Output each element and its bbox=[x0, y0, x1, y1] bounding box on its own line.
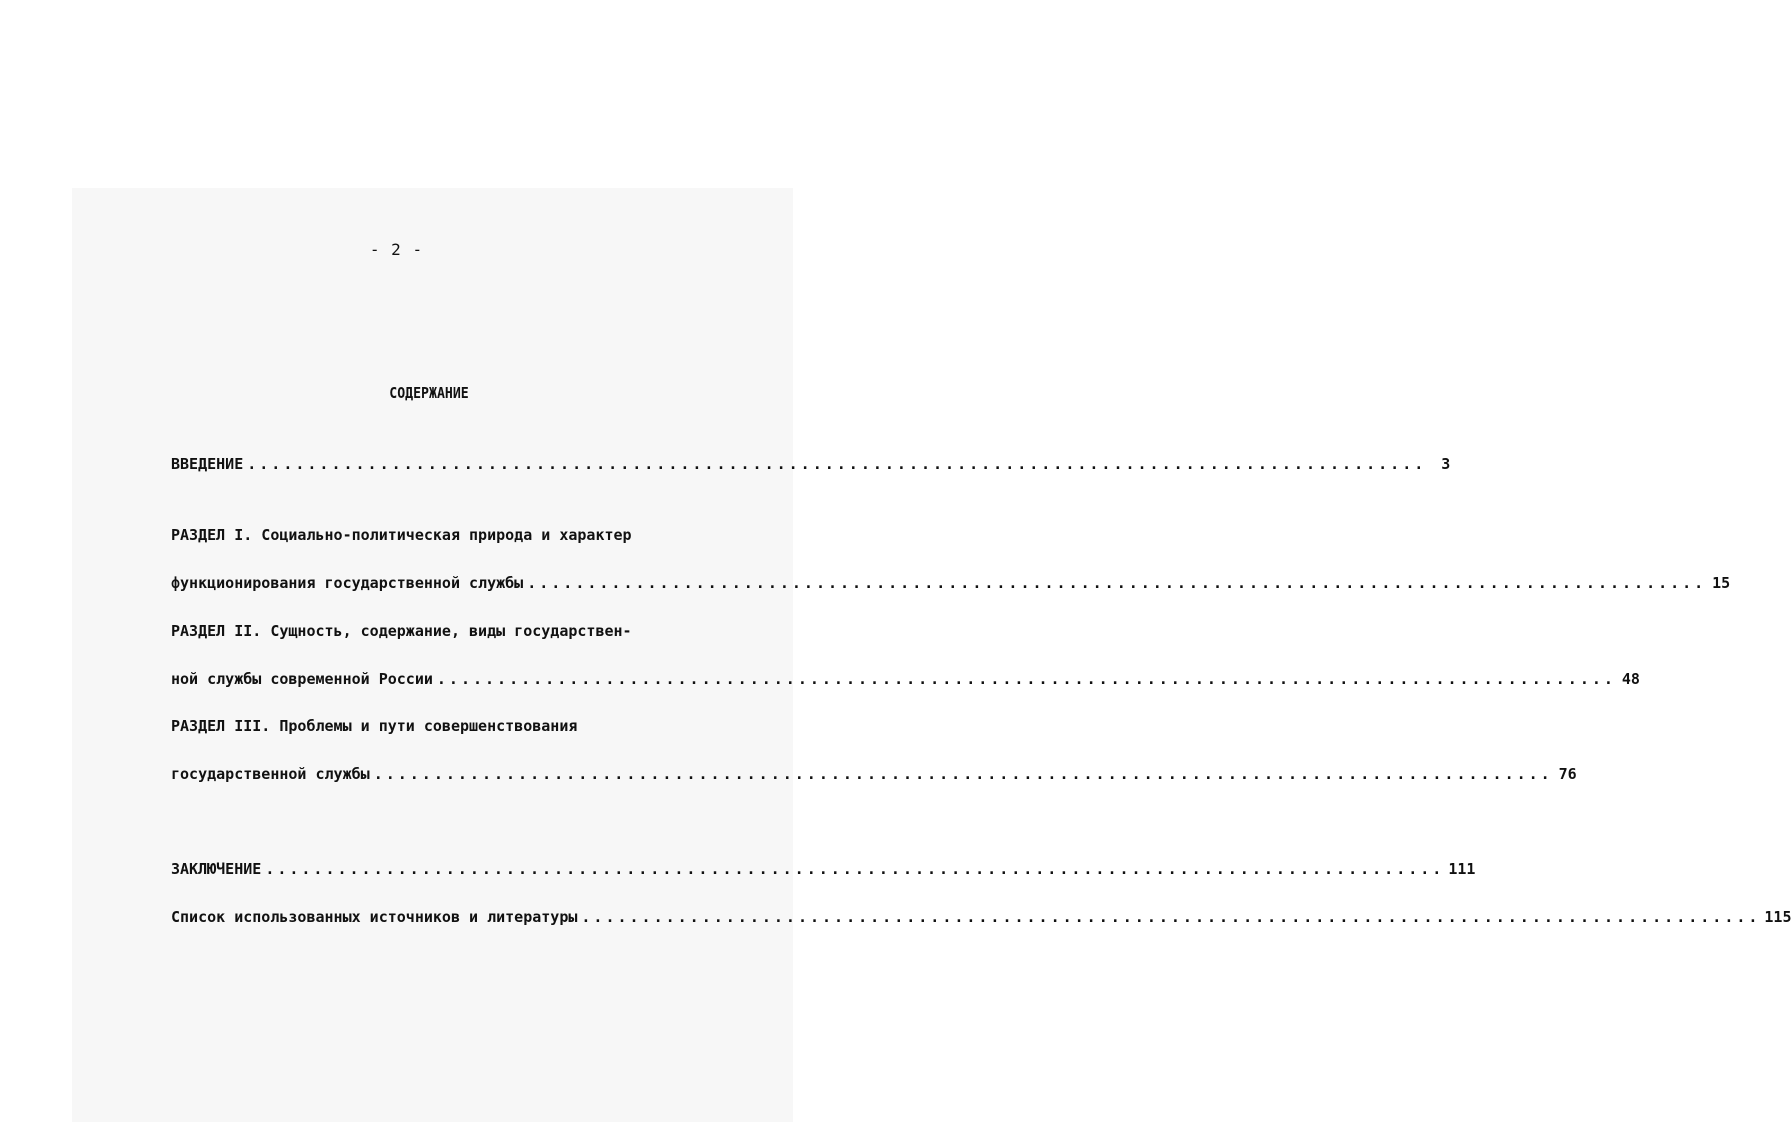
dot-leader: .................................................................................................. bbox=[373, 765, 1553, 783]
toc-entry-section2-line1 bbox=[171, 622, 718, 646]
dot-leader: .................................................................................................. bbox=[527, 574, 1707, 592]
toc-entry-label: ной службы современной России bbox=[171, 670, 433, 688]
toc-entry-section1-line1 bbox=[171, 526, 718, 550]
toc-entry-label: РАЗДЕЛ II. Сущность, содержание, виды государствен- bbox=[171, 622, 632, 640]
toc-entry-intro bbox=[171, 455, 1451, 479]
scan-background bbox=[72, 188, 793, 1122]
toc-entry-page: 115 bbox=[1764, 908, 1792, 926]
toc-entry-label: Список использованных источников и литературы bbox=[171, 908, 578, 926]
toc-entry-page: 111 bbox=[1448, 860, 1476, 878]
toc-entry-section2-line2 bbox=[171, 670, 1640, 694]
toc-entry-label: РАЗДЕЛ I. Социально-политическая природа и характер bbox=[171, 526, 632, 544]
toc-title: СОДЕРЖАНИЕ bbox=[389, 384, 469, 402]
toc-entry-sources bbox=[171, 908, 1792, 932]
toc-entry-label: государственной службы bbox=[171, 765, 370, 783]
page-number: - 2 - bbox=[369, 240, 424, 259]
toc-entry-page: 3 bbox=[1441, 455, 1451, 473]
dot-leader: .................................................................................................. bbox=[247, 455, 1427, 473]
dot-leader: .................................................................................................. bbox=[265, 860, 1445, 878]
toc-entry-conclusion bbox=[171, 860, 1476, 884]
toc-entry-section3-line2 bbox=[171, 765, 1577, 789]
toc-entry-label: функционирования государственной службы bbox=[171, 574, 524, 592]
toc-entry-label: ЗАКЛЮЧЕНИЕ bbox=[171, 860, 262, 878]
toc-entry-label: ВВЕДЕНИЕ bbox=[171, 455, 244, 473]
toc-entry-section3-line1 bbox=[171, 717, 718, 741]
toc-entry-page: 15 bbox=[1712, 574, 1731, 592]
toc-entry-page: 76 bbox=[1558, 765, 1577, 783]
toc-entry-label: РАЗДЕЛ III. Проблемы и пути совершенствования bbox=[171, 717, 578, 735]
toc-entry-page: 48 bbox=[1621, 670, 1640, 688]
dot-leader: .................................................................................................. bbox=[436, 670, 1616, 688]
toc-entry-section1-line2 bbox=[171, 574, 1731, 598]
dot-leader: .................................................................................................. bbox=[581, 908, 1761, 926]
